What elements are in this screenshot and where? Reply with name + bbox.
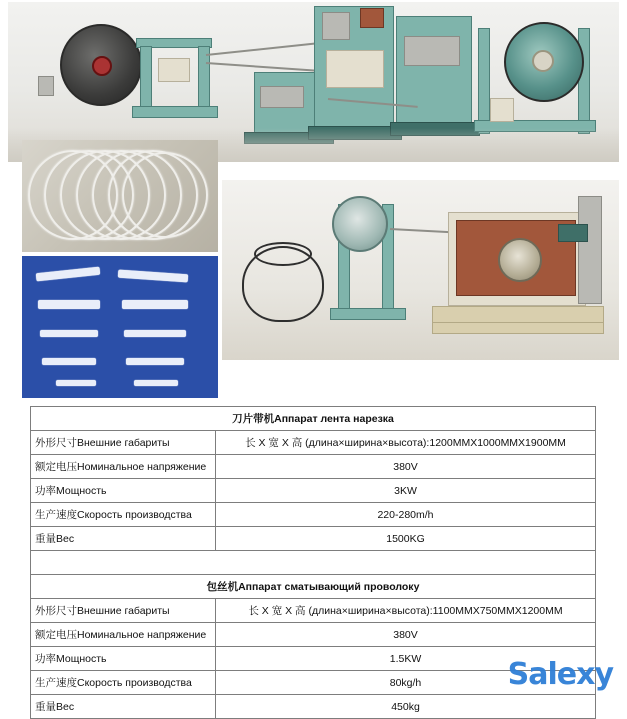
table-row xyxy=(31,623,596,647)
gearbox xyxy=(490,98,514,122)
press-window xyxy=(404,36,460,66)
blade-sample xyxy=(38,300,100,309)
row-label: 生产速度Скорость производства xyxy=(31,503,216,527)
guide-wheel xyxy=(332,196,388,252)
section-title: 包丝机Аппарат сматывающий проволоку xyxy=(31,575,596,599)
row-label: 重量Вес xyxy=(31,527,216,551)
table-row xyxy=(31,431,596,455)
cage-rim xyxy=(254,242,312,266)
row-value: 450kg xyxy=(216,695,596,719)
blade-sample xyxy=(134,380,178,386)
table-row xyxy=(31,695,596,719)
row-label: 生产速度Скорость производства xyxy=(31,671,216,695)
blade-sample xyxy=(118,270,188,283)
reel-bracket xyxy=(38,76,54,96)
table-row xyxy=(31,479,596,503)
photo-production-line xyxy=(8,2,619,162)
wire-strand xyxy=(206,43,316,56)
row-value: 长 X 宽 X 高 (длина×ширина×высота):1200MMX1000MMX1900MM xyxy=(216,431,596,455)
row-value: 1.5KW xyxy=(216,647,596,671)
blade-sample xyxy=(122,300,188,309)
frame-post xyxy=(198,46,210,112)
reel-hub xyxy=(532,50,554,72)
photo-razor-coil xyxy=(22,140,218,252)
machine-base xyxy=(308,126,402,140)
reel-hub xyxy=(92,56,112,76)
guide-block xyxy=(158,58,190,82)
punch-top-block xyxy=(322,12,350,40)
row-value: 220-280m/h xyxy=(216,503,596,527)
blade-sample xyxy=(56,380,96,386)
row-label: 功率Мощность xyxy=(31,647,216,671)
press-frame xyxy=(254,72,318,144)
row-label: 功率Мощность xyxy=(31,479,216,503)
section-separator xyxy=(31,551,596,575)
press-base xyxy=(244,132,334,144)
motor-unit xyxy=(558,224,588,242)
motor-cover xyxy=(360,8,384,28)
blade-sample xyxy=(40,330,98,337)
side-column xyxy=(578,196,602,304)
wooden-pallet xyxy=(432,322,604,334)
blade-sample xyxy=(36,267,100,282)
row-value: 长 X 宽 X 高 (длина×ширина×высота):1100MMX750MMX1200MM xyxy=(216,599,596,623)
frame-post xyxy=(478,28,490,134)
blade-sample xyxy=(42,358,96,365)
frame-base xyxy=(132,106,218,118)
frame-base xyxy=(330,308,406,320)
section-title: 刀片带机Аппарат лента нарезка xyxy=(31,407,596,431)
blade-sample xyxy=(126,358,184,365)
row-label: 重量Вес xyxy=(31,695,216,719)
press-head xyxy=(260,86,304,108)
row-value: 380V xyxy=(216,455,596,479)
control-panel xyxy=(326,50,384,88)
blade-sample xyxy=(124,330,186,337)
rotating-drum xyxy=(498,238,542,282)
row-label: 额定电压Номинальное напряжение xyxy=(31,623,216,647)
table-row xyxy=(31,455,596,479)
table-row xyxy=(31,503,596,527)
secondary-press xyxy=(396,16,472,130)
photo-coiling-machine xyxy=(222,180,619,360)
row-value: 80kg/h xyxy=(216,671,596,695)
table-row xyxy=(31,527,596,551)
row-label: 额定电压Номинальное напряжение xyxy=(31,455,216,479)
table-row xyxy=(31,599,596,623)
row-value: 3KW xyxy=(216,479,596,503)
section-header-row xyxy=(31,407,596,431)
machine-base xyxy=(390,122,480,136)
wire-strand xyxy=(206,62,316,72)
row-value: 380V xyxy=(216,623,596,647)
photo-blade-types xyxy=(22,256,218,398)
row-value: 1500KG xyxy=(216,527,596,551)
row-label: 外形尺寸Внешние габариты xyxy=(31,431,216,455)
coil-ring xyxy=(122,152,208,238)
frame-post xyxy=(140,46,152,112)
section-header-row xyxy=(31,575,596,599)
row-label: 外形尺寸Внешние габариты xyxy=(31,599,216,623)
watermark-logo: Salexy xyxy=(507,657,613,692)
